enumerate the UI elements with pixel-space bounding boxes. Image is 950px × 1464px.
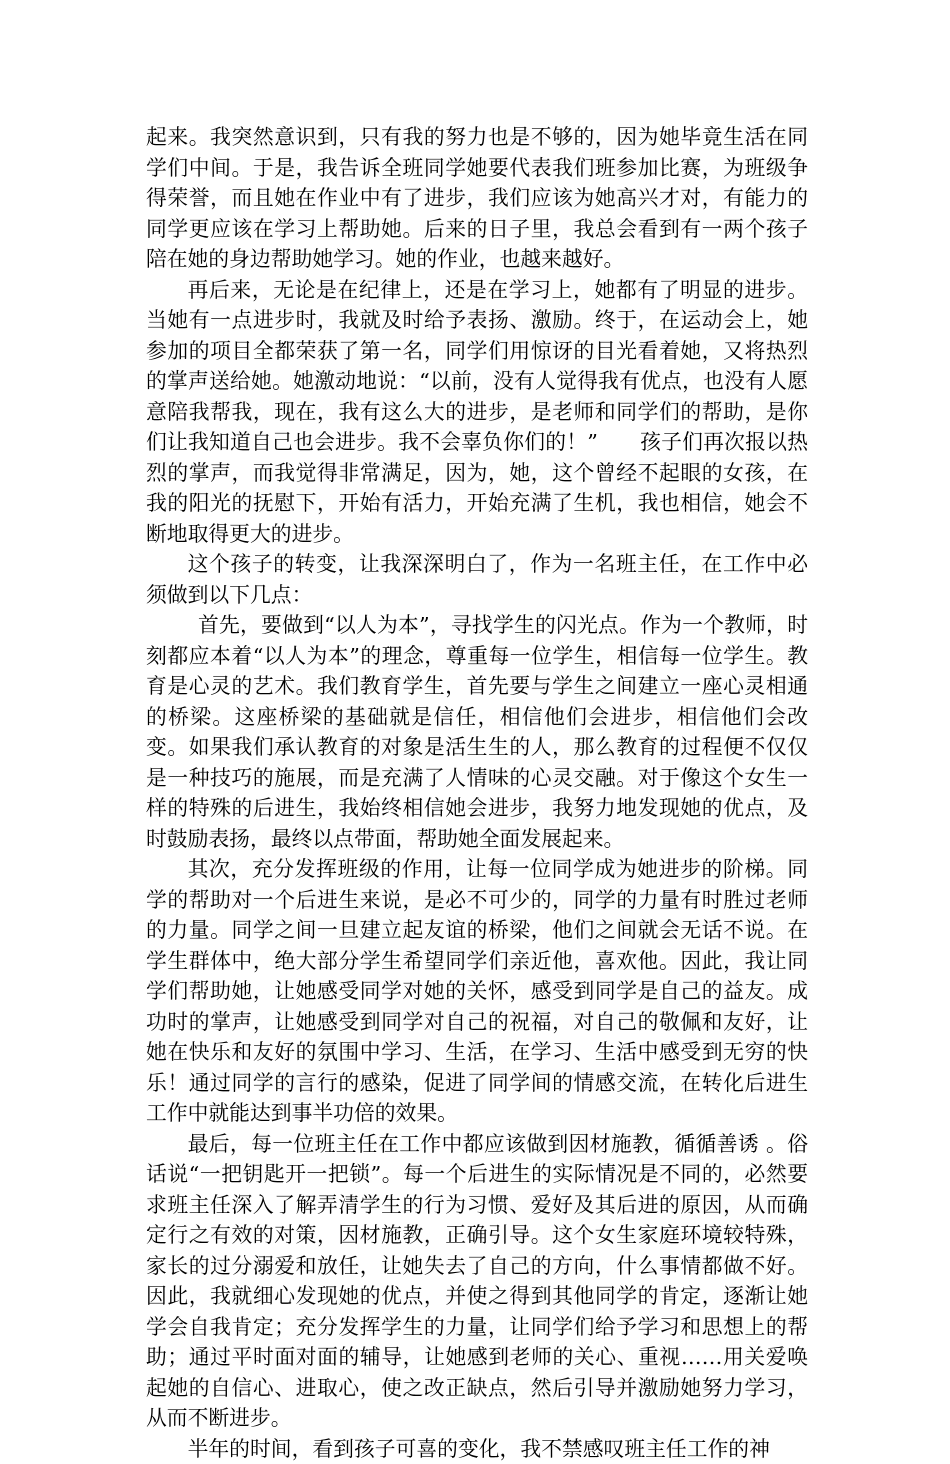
paragraph-1: 起来。我突然意识到，只有我的努力也是不够的，因为她毕竟生活在同学们中间。于是，我告诉全班同学她要代表我们班参加比赛，为班级争得荣誉，而且她在作业中有了进步，我们应该为她高兴才对，有能力的同学更应该在学习上帮助她。后来的日子里，我总会看到有一两个孩子陪在她的身边帮助她学习。她的作业，也越来越好。: [146, 122, 808, 275]
paragraph-6: 最后，每一位班主任在工作中都应该做到因材施教，循循善诱 。俗话说“一把钥匙开一把锁”。每一个后进生的实际情况是不同的，必然要求班主任深入了解弄清学生的行为习惯、爱好及其后进的原因，从而确定行之有效的对策，因材施教，正确引导。这个女生家庭环境较特殊，家长的过分溺爱和放任，让她失去了自己的方向，什么事情都做不好。因此，我就细心发现她的优点，并使之得到其他同学的肯定，逐渐让她学会自我肯定；充分发挥学生的力量，让同学们给予学习和思想上的帮助；通过平时面对面的辅导，让她感到老师的关心、重视……用关爱唤起她的自信心、进取心，使之改正缺点，然后引导并激励她努力学习，从而不断进步。: [146, 1129, 808, 1434]
document-body: [146, 122, 808, 1464]
paragraph-3: 这个孩子的转变，让我深深明白了，作为一名班主任，在工作中必须做到以下几点：: [146, 549, 808, 610]
paragraph-4: 首先，要做到“以人为本”，寻找学生的闪光点。作为一个教师，时刻都应本着“以人为本”的理念，尊重每一位学生，相信每一位学生。教育是心灵的艺术。我们教育学生，首先要与学生之间建立一座心灵相通的桥梁。这座桥梁的基础就是信任，相信他们会进步，相信他们会改变。如果我们承认教育的对象是活生生的人，那么教育的过程便不仅仅是一种技巧的施展，而是充满了人情味的心灵交融。对于像这个女生一样的特殊的后进生，我始终相信她会进步，我努力地发现她的优点，及时鼓励表扬，最终以点带面，帮助她全面发展起来。: [146, 610, 808, 854]
paragraph-2: 再后来，无论是在纪律上，还是在学习上，她都有了明显的进步。当她有一点进步时，我就及时给予表扬、激励。终于，在运动会上，她参加的项目全都荣获了第一名，同学们用惊讶的目光看着她，又将热烈的掌声送给她。她激动地说：“以前，没有人觉得我有优点，也没有人愿意陪我帮我，现在，我有这么大的进步，是老师和同学们的帮助，是你们让我知道自己也会进步。我不会辜负你们的！” 孩子们再次报以热烈的掌声，而我觉得非常满足，因为，她，这个曾经不起眼的女孩，在我的阳光的抚慰下，开始有活力，开始充满了生机，我也相信，她会不断地取得更大的进步。: [146, 275, 808, 550]
paragraph-7: 半年的时间，看到孩子可喜的变化，我不禁感叹班主任工作的神: [146, 1434, 808, 1464]
paragraph-5: 其次，充分发挥班级的作用，让每一位同学成为她进步的阶梯。同学的帮助对一个后进生来说，是必不可少的，同学的力量有时胜过老师的力量。同学之间一旦建立起友谊的桥梁，他们之间就会无话不说。在学生群体中，绝大部分学生希望同学们亲近他，喜欢他。因此，我让同学们帮助她，让她感受同学对她的关怀，感受到同学是自己的益友。成功时的掌声，让她感受到同学对自己的祝福，对自己的敬佩和友好，让她在快乐和友好的氛围中学习、生活，在学习、生活中感受到无穷的快乐！通过同学的言行的感染，促进了同学间的情感交流，在转化后进生工作中就能达到事半功倍的效果。: [146, 854, 808, 1129]
